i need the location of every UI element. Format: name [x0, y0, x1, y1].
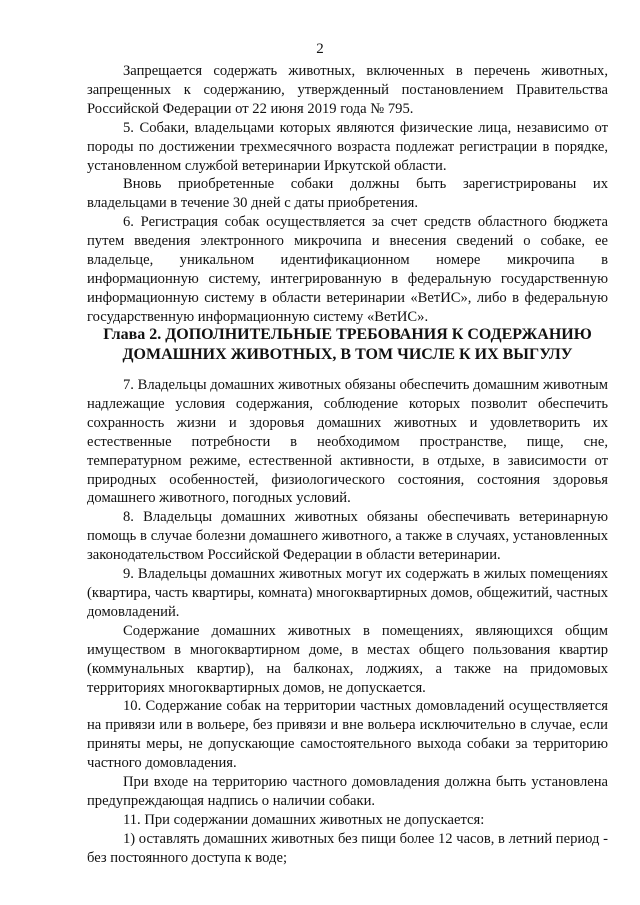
- chapter-heading: [87, 325, 608, 365]
- top-section: [87, 62, 608, 327]
- paragraph-item-11: 11. При содержании домашних животных не допускается:: [123, 811, 485, 828]
- paragraph-item-8: 8. Владельцы домашних животных обязаны обеспечивать ветеринарную помощь в случае болезни домашнего животного, а также в случаях, установленных законодательством Российской Федерации в области ветеринарии.: [87, 509, 608, 564]
- paragraph-item-9: 9. Владельцы домашних животных могут их содержать в жилых помещениях (квартира, часть квартиры, комната) многоквартирных домов, общежитий, частных домовладений.: [87, 566, 608, 620]
- page-number: 2: [316, 41, 324, 57]
- paragraph-item-10: 10. Содержание собак на территории частных домовладений осуществляется на привязи или в вольере, без привязи и вне вольера исключительно в случае, если приняты меры, не допускающие самостоятельного выхода собаки за территорию частного домовладения.: [87, 698, 608, 772]
- paragraph-common-property: Содержание домашних животных в помещениях, являющихся общим имуществом в многоквартирном доме, в местах общего пользования квартир (коммунальных квартир), на балконах, лоджиях, а также на придомовых территориях многоквартирных домов, не допускается.: [87, 622, 608, 696]
- chapter-section: [87, 376, 608, 868]
- paragraph-registration-deadline: Вновь приобретенные собаки должны быть зарегистрированы их владельцами в течение 30 дней с даты приобретения.: [87, 176, 608, 212]
- paragraph-prohibition: Запрещается содержать животных, включенных в перечень животных, запрещенных к содержанию, утвержденный постановлением Правительства Российской Федерации от 22 июня 2019 года № 795.: [87, 63, 608, 117]
- paragraph-item-7: 7. Владельцы домашних животных обязаны обеспечить домашним животным надлежащие условия содержания, соблюдение которых позволит обеспечить сохранность жизни и здоровья домашних животных и удовлетворить их естественные потребности в необходимом пространстве, пище, сне, температурном режиме, естественной активности, в отдыхе, в зависимости от природных особенностей, физиологического состояния, состояния здоровья домашнего животного, погодных условий.: [87, 377, 608, 507]
- paragraph-item-5: 5. Собаки, владельцами которых являются физические лица, независимо от породы по достижении трехмесячного возраста подлежат регистрации в порядке, установленном службой ветеринарии Иркутской области.: [87, 119, 608, 174]
- chapter-heading-line-1: Глава 2. ДОПОЛНИТЕЛЬНЫЕ ТРЕБОВАНИЯ К СОДЕРЖАНИЮ: [103, 326, 592, 343]
- paragraph-item-11-1: 1) оставлять домашних животных без пищи более 12 часов, в летний период - без постоянного доступа к воде;: [87, 830, 608, 866]
- paragraph-item-6: 6. Регистрация собак осуществляется за счет средств областного бюджета путем введения электронного микрочипа и внесения сведений о собаке, ее владельце, уникальном идентификационном номере микрочипа в информационную систему, интегрированную в федеральную государственную информационную систему в области ветеринарии «ВетИС», либо в федеральную государственную информационную систему «ВетИС».: [87, 214, 608, 325]
- chapter-heading-line-2: ДОМАШНИХ ЖИВОТНЫХ, В ТОМ ЧИСЛЕ К ИХ ВЫГУЛУ: [122, 346, 573, 363]
- paragraph-warning-sign: При входе на территорию частного домовладения должна быть установлена предупреждающая надпись о наличии собаки.: [87, 774, 608, 809]
